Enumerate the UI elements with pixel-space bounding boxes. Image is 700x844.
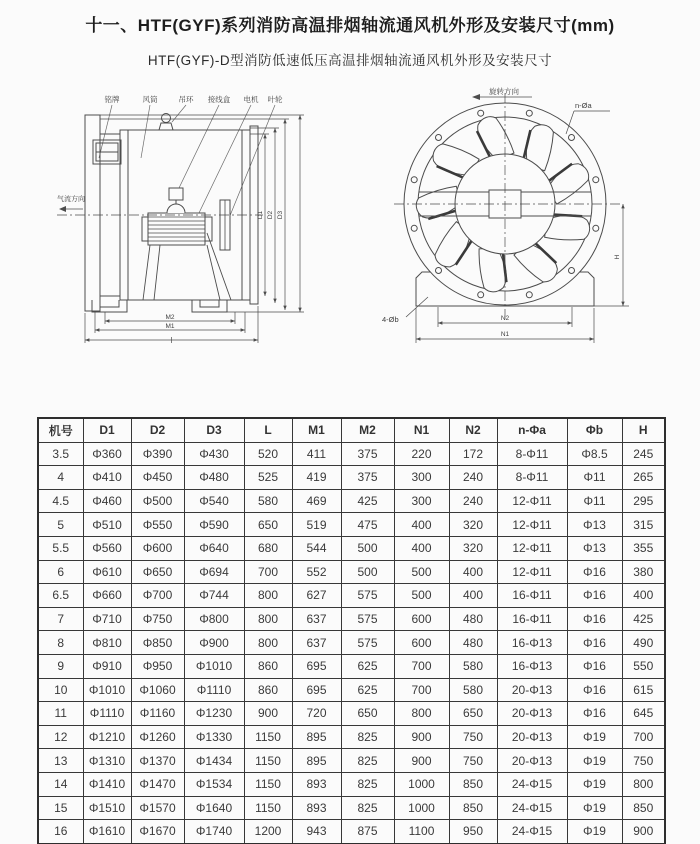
table-cell: 24-Φ15: [497, 772, 567, 796]
table-row: [38, 678, 665, 702]
table-cell: 425: [622, 607, 665, 631]
table-cell: 245: [622, 442, 665, 466]
table-cell: Φ19: [567, 772, 622, 796]
column-header: Φb: [567, 418, 622, 442]
table-cell: 16-Φ11: [497, 607, 567, 631]
column-header: M1: [292, 418, 341, 442]
table-cell: Φ360: [83, 442, 131, 466]
table-row: [38, 702, 665, 726]
table-cell: Φ810: [83, 631, 131, 655]
table-cell: 469: [292, 489, 341, 513]
table-cell: 860: [244, 654, 292, 678]
table-cell: 1000: [394, 796, 449, 820]
table-cell: Φ700: [131, 584, 184, 608]
table-cell: 550: [622, 654, 665, 678]
table-cell: 8-Φ11: [497, 442, 567, 466]
table-cell: 16-Φ11: [497, 584, 567, 608]
mounting-foot: [192, 300, 227, 312]
table-cell: Φ410: [83, 466, 131, 490]
table-row: [38, 489, 665, 513]
table-cell: 825: [341, 796, 394, 820]
table-cell: 500: [394, 584, 449, 608]
table-cell: 850: [622, 796, 665, 820]
table-cell: 7: [38, 607, 83, 631]
page-subtitle: HTF(GYF)-D型消防低速低压高温排烟轴流通风机外形及安装尺寸: [147, 53, 553, 68]
table-cell: 12-Φ11: [497, 560, 567, 584]
junction-box: [169, 188, 183, 200]
table-cell: Φ660: [83, 584, 131, 608]
table-cell: 400: [622, 584, 665, 608]
table-cell: 300: [394, 489, 449, 513]
table-cell: 700: [394, 678, 449, 702]
table-cell: 20-Φ13: [497, 702, 567, 726]
table-cell: 695: [292, 678, 341, 702]
table-cell: 10: [38, 678, 83, 702]
mounting-foot: [92, 300, 127, 312]
table-cell: 893: [292, 796, 341, 820]
table-header-row: [38, 418, 665, 442]
table-cell: 637: [292, 607, 341, 631]
table-cell: 1150: [244, 796, 292, 820]
table-cell: Φ1260: [131, 725, 184, 749]
table-cell: 400: [394, 513, 449, 537]
table-cell: 750: [622, 749, 665, 773]
table-cell: 6.5: [38, 584, 83, 608]
table-cell: 1150: [244, 772, 292, 796]
rotation-direction-label: 旋转方向: [489, 87, 519, 96]
table-cell: 375: [341, 466, 394, 490]
table-cell: 900: [394, 725, 449, 749]
table-cell: 575: [341, 584, 394, 608]
airflow-direction-label: 气流方向: [57, 196, 85, 203]
table-cell: 6: [38, 560, 83, 584]
table-cell: 625: [341, 654, 394, 678]
table-cell: 240: [449, 466, 497, 490]
table-cell: Φ510: [83, 513, 131, 537]
table-cell: 600: [394, 607, 449, 631]
part-label-lifting-ring: 吊环: [178, 95, 194, 104]
table-cell: 5.5: [38, 536, 83, 560]
table-cell: 519: [292, 513, 341, 537]
fan-side-view-drawing: [55, 88, 310, 350]
part-label-duct: 风筒: [142, 95, 158, 104]
table-cell: 425: [341, 489, 394, 513]
table-cell: 13: [38, 749, 83, 773]
part-label-motor: 电机: [243, 95, 259, 104]
table-cell: 355: [622, 536, 665, 560]
table-cell: 850: [449, 772, 497, 796]
table-row: [38, 820, 665, 844]
table-cell: Φ710: [83, 607, 131, 631]
table-cell: 615: [622, 678, 665, 702]
table-row: [38, 513, 665, 537]
column-header: D2: [131, 418, 184, 442]
table-row: [38, 584, 665, 608]
table-cell: Φ850: [131, 631, 184, 655]
column-header: 机号: [38, 418, 83, 442]
table-cell: 12: [38, 725, 83, 749]
table-row: [38, 466, 665, 490]
table-cell: 650: [449, 702, 497, 726]
table-cell: Φ480: [184, 466, 244, 490]
table-cell: 575: [341, 631, 394, 655]
part-label-impeller: 叶轮: [267, 95, 283, 104]
table-cell: 16: [38, 820, 83, 844]
table-cell: 800: [244, 584, 292, 608]
rotation-arrow: [472, 94, 480, 100]
table-cell: 943: [292, 820, 341, 844]
column-header: M2: [341, 418, 394, 442]
table-cell: 1200: [244, 820, 292, 844]
table-cell: 800: [244, 607, 292, 631]
table-cell: Φ450: [131, 466, 184, 490]
table-cell: 172: [449, 442, 497, 466]
table-cell: 9: [38, 654, 83, 678]
bolt-circle-callout: n-Øa: [575, 101, 592, 110]
table-cell: 650: [244, 513, 292, 537]
table-cell: 627: [292, 584, 341, 608]
table-cell: 1150: [244, 749, 292, 773]
table-cell: 16-Φ13: [497, 654, 567, 678]
table-cell: Φ650: [131, 560, 184, 584]
table-cell: Φ1410: [83, 772, 131, 796]
table-cell: 720: [292, 702, 341, 726]
table-cell: 580: [449, 678, 497, 702]
dim-label-d3: D3: [277, 210, 284, 220]
table-cell: Φ16: [567, 631, 622, 655]
table-cell: 1100: [394, 820, 449, 844]
table-cell: 20-Φ13: [497, 749, 567, 773]
table-cell: 750: [449, 725, 497, 749]
foot-bolt-callout: 4-Øb: [382, 315, 399, 324]
table-cell: 12-Φ11: [497, 489, 567, 513]
table-cell: 900: [622, 820, 665, 844]
table-cell: Φ600: [131, 536, 184, 560]
table-cell: Φ540: [184, 489, 244, 513]
table-cell: 480: [449, 607, 497, 631]
table-cell: Φ750: [131, 607, 184, 631]
table-cell: 380: [622, 560, 665, 584]
table-cell: 950: [449, 820, 497, 844]
table-cell: Φ13: [567, 536, 622, 560]
table-cell: Φ1470: [131, 772, 184, 796]
table-cell: 12-Φ11: [497, 536, 567, 560]
table-cell: Φ1160: [131, 702, 184, 726]
table-row: [38, 536, 665, 560]
table-cell: Φ1740: [184, 820, 244, 844]
table-row: [38, 749, 665, 773]
table-cell: Φ590: [184, 513, 244, 537]
table-cell: Φ1330: [184, 725, 244, 749]
table-cell: Φ1110: [83, 702, 131, 726]
table-cell: 552: [292, 560, 341, 584]
table-cell: 525: [244, 466, 292, 490]
airflow-arrow: [59, 206, 66, 212]
spec-table: [37, 417, 666, 844]
table-cell: Φ1640: [184, 796, 244, 820]
dim-label-n1: N1: [500, 331, 510, 338]
dim-label-h: H: [614, 254, 621, 260]
table-cell: 825: [341, 772, 394, 796]
table-cell: Φ950: [131, 654, 184, 678]
table-cell: 240: [449, 489, 497, 513]
table-cell: 411: [292, 442, 341, 466]
table-cell: 800: [394, 702, 449, 726]
table-row: [38, 725, 665, 749]
column-header: N2: [449, 418, 497, 442]
table-cell: Φ560: [83, 536, 131, 560]
table-cell: Φ19: [567, 749, 622, 773]
column-header: N1: [394, 418, 449, 442]
table-cell: Φ550: [131, 513, 184, 537]
part-label-nameplate: 铭牌: [104, 95, 120, 104]
table-cell: 4: [38, 466, 83, 490]
table-cell: Φ1670: [131, 820, 184, 844]
table-cell: 4.5: [38, 489, 83, 513]
table-cell: Φ1434: [184, 749, 244, 773]
dim-label-n2: N2: [500, 315, 510, 322]
table-cell: 893: [292, 772, 341, 796]
table-row: [38, 631, 665, 655]
table-cell: 20-Φ13: [497, 678, 567, 702]
table-cell: 3.5: [38, 442, 83, 466]
column-header: D3: [184, 418, 244, 442]
table-cell: 220: [394, 442, 449, 466]
table-cell: Φ19: [567, 725, 622, 749]
table-cell: 625: [341, 678, 394, 702]
table-cell: 637: [292, 631, 341, 655]
table-cell: 14: [38, 772, 83, 796]
table-cell: 490: [622, 631, 665, 655]
table-cell: 24-Φ15: [497, 796, 567, 820]
table-row: [38, 607, 665, 631]
table-cell: Φ610: [83, 560, 131, 584]
dim-label-d1: D1: [257, 210, 264, 220]
table-cell: Φ500: [131, 489, 184, 513]
table-cell: 700: [394, 654, 449, 678]
table-cell: 875: [341, 820, 394, 844]
table-cell: 680: [244, 536, 292, 560]
dim-label-d2: D2: [267, 210, 274, 220]
table-cell: 895: [292, 725, 341, 749]
table-cell: 825: [341, 749, 394, 773]
table-cell: 320: [449, 513, 497, 537]
dim-label-m2: M2: [165, 314, 175, 321]
table-cell: 750: [449, 749, 497, 773]
table-cell: Φ16: [567, 584, 622, 608]
table-cell: Φ910: [83, 654, 131, 678]
table-row: [38, 796, 665, 820]
column-header: D1: [83, 418, 131, 442]
table-cell: 20-Φ13: [497, 725, 567, 749]
table-cell: Φ1230: [184, 702, 244, 726]
table-cell: Φ16: [567, 678, 622, 702]
table-cell: 16-Φ13: [497, 631, 567, 655]
table-cell: 320: [449, 536, 497, 560]
table-cell: 500: [341, 560, 394, 584]
table-cell: 900: [244, 702, 292, 726]
table-cell: 300: [394, 466, 449, 490]
lifting-ring: [159, 123, 173, 130]
table-cell: 24-Φ15: [497, 820, 567, 844]
table-cell: Φ390: [131, 442, 184, 466]
column-header: H: [622, 418, 665, 442]
page-title: 十一、HTF(GYF)系列消防高温排烟轴流通风机外形及安装尺寸(mm): [85, 16, 615, 35]
table-cell: Φ430: [184, 442, 244, 466]
table-cell: 520: [244, 442, 292, 466]
table-cell: 11: [38, 702, 83, 726]
table-cell: Φ1110: [184, 678, 244, 702]
table-cell: Φ1370: [131, 749, 184, 773]
table-cell: 15: [38, 796, 83, 820]
table-cell: Φ19: [567, 820, 622, 844]
table-cell: Φ16: [567, 560, 622, 584]
fan-front-view-drawing: [380, 85, 680, 353]
table-cell: 419: [292, 466, 341, 490]
table-cell: 580: [449, 654, 497, 678]
table-cell: 1000: [394, 772, 449, 796]
table-cell: 295: [622, 489, 665, 513]
table-cell: Φ1534: [184, 772, 244, 796]
table-cell: Φ11: [567, 489, 622, 513]
column-header: n-Φa: [497, 418, 567, 442]
table-cell: 900: [394, 749, 449, 773]
table-cell: 575: [341, 607, 394, 631]
table-cell: 700: [244, 560, 292, 584]
table-cell: Φ694: [184, 560, 244, 584]
table-cell: 500: [341, 536, 394, 560]
table-cell: Φ16: [567, 607, 622, 631]
table-cell: Φ19: [567, 796, 622, 820]
table-row: [38, 442, 665, 466]
table-cell: Φ16: [567, 654, 622, 678]
table-cell: Φ1510: [83, 796, 131, 820]
table-cell: 400: [394, 536, 449, 560]
table-cell: 8: [38, 631, 83, 655]
table-row: [38, 772, 665, 796]
table-cell: Φ1310: [83, 749, 131, 773]
table-cell: Φ11: [567, 466, 622, 490]
table-cell: 1150: [244, 725, 292, 749]
table-cell: 5: [38, 513, 83, 537]
table-cell: 400: [449, 560, 497, 584]
table-cell: Φ1570: [131, 796, 184, 820]
table-cell: 480: [449, 631, 497, 655]
table-cell: Φ13: [567, 513, 622, 537]
table-cell: 475: [341, 513, 394, 537]
table-cell: 800: [244, 631, 292, 655]
table-cell: 825: [341, 725, 394, 749]
table-cell: 12-Φ11: [497, 513, 567, 537]
table-cell: 8-Φ11: [497, 466, 567, 490]
table-cell: 650: [341, 702, 394, 726]
table-cell: 315: [622, 513, 665, 537]
table-cell: 400: [449, 584, 497, 608]
table-cell: 265: [622, 466, 665, 490]
table-cell: 500: [394, 560, 449, 584]
table-cell: 800: [622, 772, 665, 796]
table-cell: 860: [244, 678, 292, 702]
table-row: [38, 654, 665, 678]
part-label-junction-box: 接线盒: [207, 95, 231, 104]
table-cell: Φ8.5: [567, 442, 622, 466]
table-cell: Φ460: [83, 489, 131, 513]
table-cell: 645: [622, 702, 665, 726]
table-cell: Φ16: [567, 702, 622, 726]
table-cell: Φ900: [184, 631, 244, 655]
dim-label-m1: M1: [165, 323, 175, 330]
table-cell: Φ1010: [83, 678, 131, 702]
table-cell: 695: [292, 654, 341, 678]
table-cell: 850: [449, 796, 497, 820]
table-cell: 895: [292, 749, 341, 773]
table-cell: Φ1060: [131, 678, 184, 702]
table-cell: Φ1610: [83, 820, 131, 844]
table-cell: Φ1010: [184, 654, 244, 678]
table-cell: Φ800: [184, 607, 244, 631]
table-cell: 600: [394, 631, 449, 655]
table-row: [38, 560, 665, 584]
table-cell: Φ1210: [83, 725, 131, 749]
table-cell: 580: [244, 489, 292, 513]
table-cell: 700: [622, 725, 665, 749]
column-header: L: [244, 418, 292, 442]
table-cell: 375: [341, 442, 394, 466]
table-cell: 544: [292, 536, 341, 560]
table-cell: Φ744: [184, 584, 244, 608]
table-cell: Φ640: [184, 536, 244, 560]
